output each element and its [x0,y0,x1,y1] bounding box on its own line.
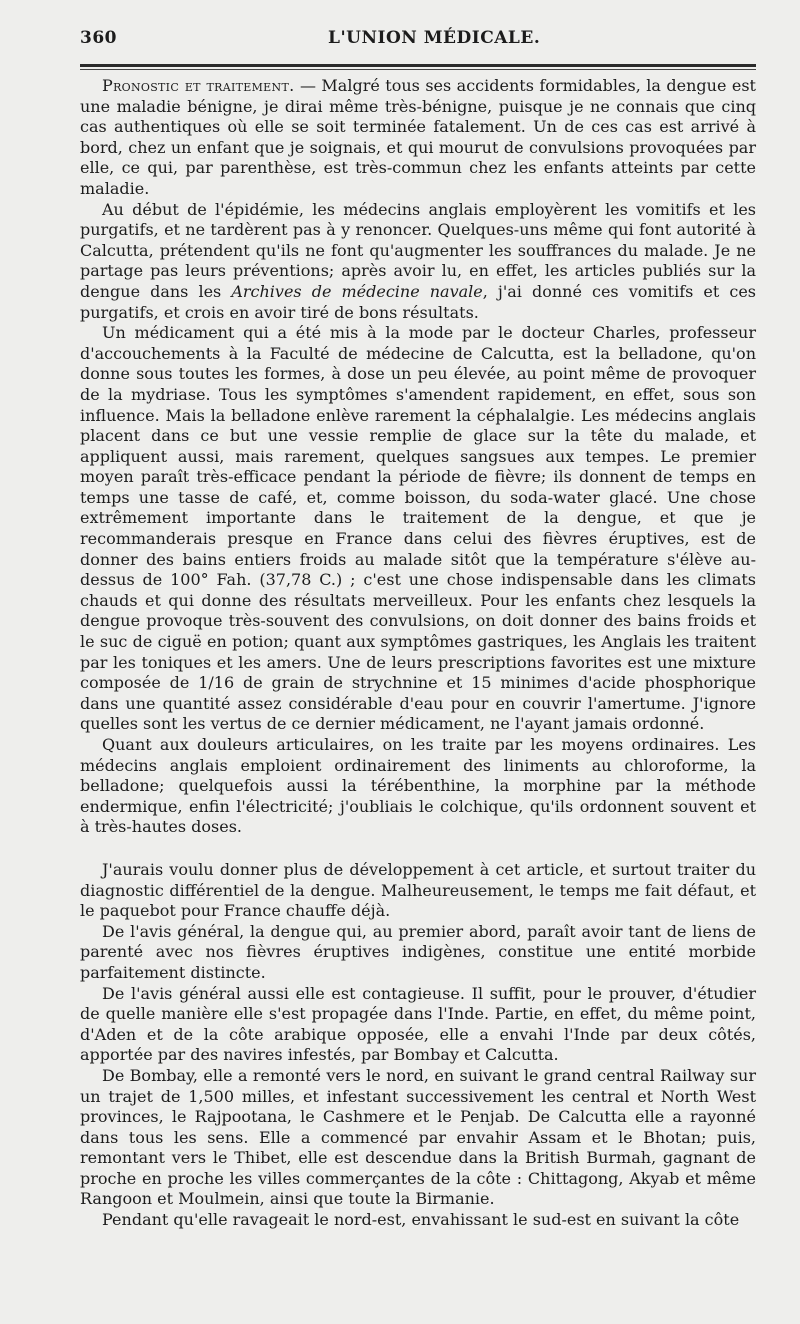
paragraph-nord-est: Pendant qu'elle ravageait le nord-est, envahissant le sud-est en suivant la côte [102,1210,740,1230]
section-heading: Pronostic et traitement. [102,76,295,95]
paragraph-douleurs: Quant aux douleurs articulaires, on les traite par les moyens ordinaires. Les médecins anglais emploient ordinairement des liniments au chloroforme, la belladone; quelquefois aussi la térébenthine, la morphine par la méthode endermique, enfin l'électricité; j'oubliais le colchique, qu'ils ordonnent souvent et à très-hautes doses. [80,735,756,837]
paragraph-belladone: Un médicament qui a été mis à la mode par le docteur Charles, professeur d'accouchements à la Faculté de médecine de Calcutta, est la belladone, qu'on donne sous toutes les formes, à dose un peu élevée, au point même de provoquer de la mydriase. Tous les symptômes s'amendent rapidement, en effet, sous son influence. Mais la belladone enlève rarement la céphalalgie. Les médecins anglais placent dans ce but une vessie remplie de glace sur la tête du malade, et appliquent aussi, mais rarement, quelques sangsues aux tempes. Le premier moyen paraît très-efficace pendant la période de fièvre; ils donnent de temps en temps une tasse de café, et, comme boisson, du soda-water glacé. Une chose extrêmement importante dans le traitement de la dengue, et que je recommanderais presque en France dans celui des fièvres éruptives, est de donner des bains entiers froids au malade sitôt que la température s'élève au-dessus de 100° Fah. (37,78 C.) ; c'est une chose indispensable dans les climats chauds et qui donne des résultats merveilleux. Pour les enfants chez lesquels la dengue provoque très-souvent des convulsions, on doit donner des bains froids et le suc de ciguë en potion; quant aux symptômes gastriques, les Anglais les traitent par les toniques et les amers. Une de leurs prescriptions favorites est une mixture composée de 1/16 de grain de strychnine et 15 minimes d'acide phosphorique dans une quantité assez considérable d'eau pour en couvrir l'amertume. J'ignore quelles sont les vertus de ce dernier médicament, ne l'ayant jamais ordonné. [80,323,756,734]
paragraph-entite: De l'avis général, la dengue qui, au premier abord, paraît avoir tant de liens de parenté avec nos fièvres éruptives indigènes, constitue une entité morbide parfaitement distincte. [80,921,756,982]
paragraph-text: , j'ai donné ces vomitifs et ces purgatifs, et crois en avoir tiré de bons résultats. [80,281,757,322]
header-rule [80,64,756,67]
paragraph-text: Au début de l'épidémie, les médecins anglais employèrent les vomitifs et les purgatifs, et ne tardèrent pas à y renoncer. Quelques-uns même qui font autorité à Calcutta, prétendent qu'ils ne font qu'augmenter les souffrances du malade. Je ne partage pas leurs préventions; après avoir lu, en effet, les articles publiés sur la dengue dans les [80,199,756,301]
paragraph-contagieuse: De l'avis général aussi elle est contagieuse. Il suffit, pour le prouver, d'étudier de quelle manière elle s'est propagée dans l'Inde. Partie, en effet, du même point, d'Aden et de la côte arabique opposée, elle a envahi l'Inde par deux côtés, apportée par des navires infestés, par Bombay et Calcutta. [80,983,756,1065]
page-header [80,28,756,60]
paragraph-bombay: De Bombay, elle a remonté vers le nord, en suivant le grand central Railway sur un trajet de 1,500 milles, et infestant successivement les central et North West provinces, le Rajpootana, le Cashmere et le Penjab. De Calcutta elle a rayonné dans tous les sens. Elle a commencé par envahir Assam et le Bhotan; puis, remontant vers le Thibet, elle est descendue dans la British Burmah, gagnant de proche en proche les villes commerçantes de la côte : Chittagong, Akyab et même Rangoon et Moulmein, ainsi que toute la Birmanie. [80,1065,756,1209]
page-number: 360 [80,28,117,48]
header-rule-thin [80,69,756,70]
section-gap [80,838,756,860]
paragraph-vomitifs [80,200,756,324]
running-title: L'UNION MÉDICALE. [328,28,541,48]
article-body [80,76,756,1231]
paragraph-prognosis [80,76,756,200]
paragraph-diagnostic: J'aurais voulu donner plus de développement à cet article, et surtout traiter du diagnostic différentiel de la dengue. Malheureusement, le temps me fait défaut, et le paquebot pour France chauffe déjà. [80,859,756,921]
journal-title: Archives de médecine navale [231,281,483,301]
paragraph-text: — Malgré tous ses accidents formidables, la dengue est une maladie bénigne, je dirai même très-bénigne, puisque je ne connais que cinq cas authentiques où elle se soit terminée fatalement. Un de ces cas est arrivé à bord, chez un enfant que je soignais, et qui mourut de convulsions provoquées par elle, ce qui, par parenthèse, est très-commun chez les enfants atteints par cette maladie. [80,76,756,198]
